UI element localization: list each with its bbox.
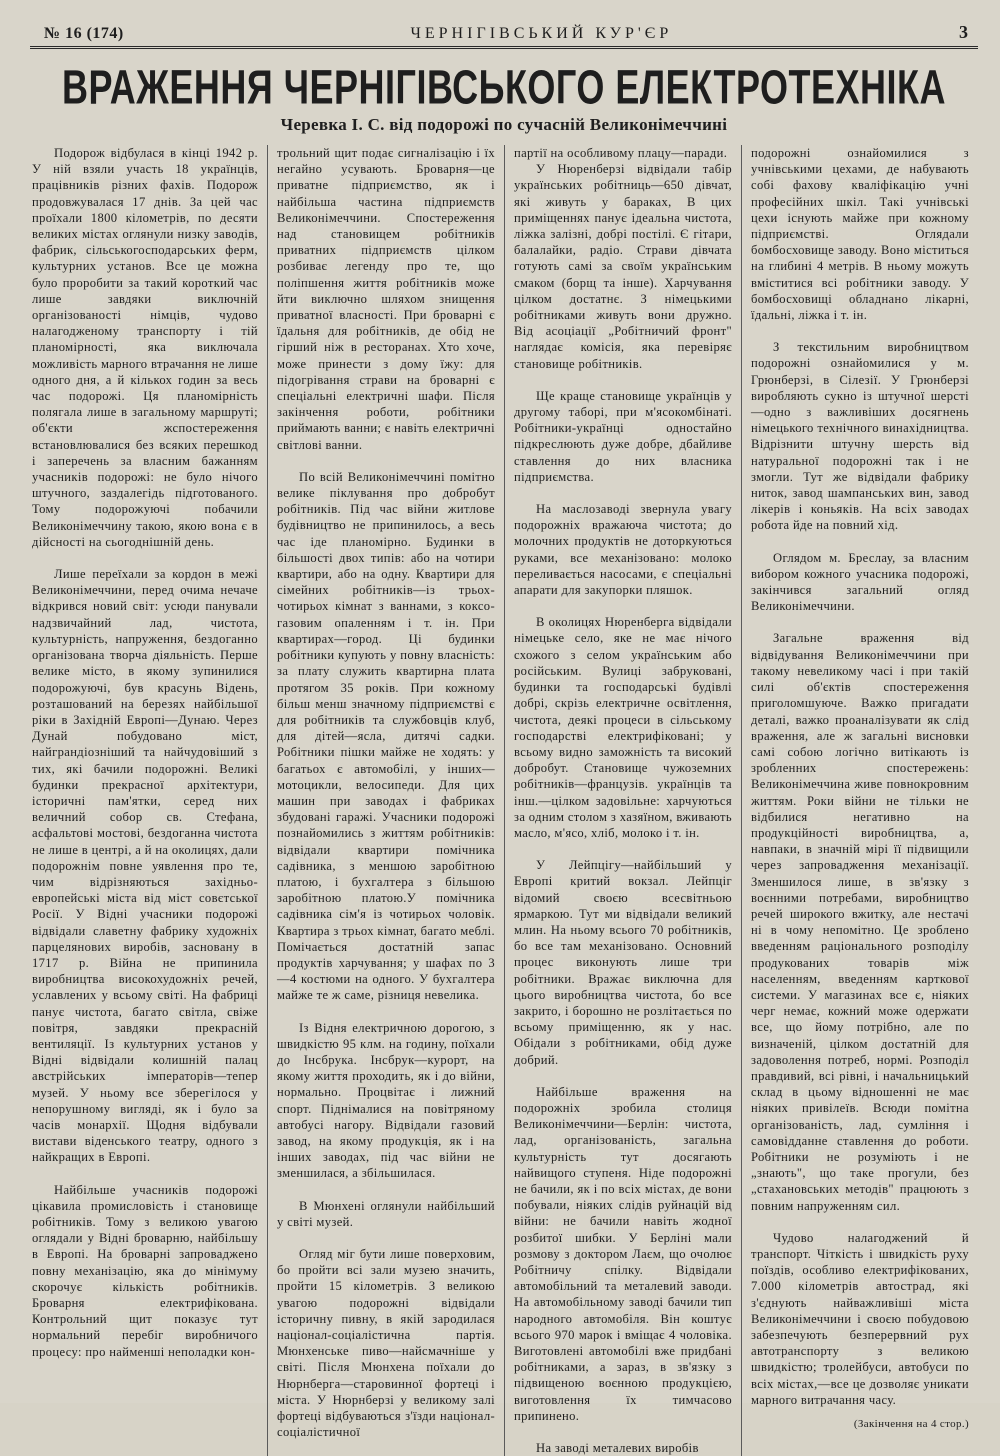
paragraph: У Лейпцігу—найбільший у Европі критий вокзал. Лейпціг відомий своєю всесвітньою ярмаркою. Тут ми відвідали великий млин. На ньому всього 70 робітників, бо все там механізовано. Основний процес виконують лише три робітники. Вражає виключна для цього виробництва чистота, бо все закрито, і борошно не розлітається по всьому приміщенню, як у нас. Обідали з робітниками, обід дуже добрий.	[514, 858, 732, 1067]
paragraph: В околицях Нюренберга відвідали німецьке село, яке не має нічого схожого з селом українським або російським. Вулиці забруковані, будинки та господарські будівлі добрі, скрізь електричне освітлення, чистота, деякі процеси в сільському господарстві електрифіковані; у всьому видно заможність та високий добробут. Становище чужоземних робітників—французів. українців та інш.—цілком задовільне: харчуються за одним столом з хазяїном, вживають масло, м'ясо, хліб, молоко і т. ін.	[514, 615, 732, 840]
paragraph: В Мюнхені оглянули найбільший у світі музей.	[277, 1198, 495, 1229]
paragraph: Лише переїхали за кордон в межі Великонімеччини, перед очима нечаче відкрився новий світ: усюди панували надзвичайний лад, чистота, культурність, напруження, бездоганно організована творча діяльність. Перше велике місто, в якому зупинилися подорожуючі, був красунь Відень, розташований на березях найбільшої ріки в Західній Европі—Дунаю. Через Дунай побудовано міст, найграндіозніший та найчудовіший з тих, які бачили подорожні. Великі будинки прекрасної архітектури, історичні пам'ятки, серед них величний собор св. Стефана, асфальтові мостові, бездоганна чистота не лише в центрі, а й на околицях, дали подорожнім повне уявлення про те, чим відрізняються західньо-европейські міста від міст совєтської Росії. У Відні учасники подорожі відвідали славетну фабрику художніх парцелянових виробів, засновану в 1717 р. Війна не припинила виробництва високохудожніх речей, уславлених у всьому світі. На фабриці панує чистота, багато світла, свіже повітря, завдяки прекрасній вентиляції. Із культурних установ у Відні відвідали колишній палац австрійських імператорів—тепер музей. У ньому все зберегілося у непорушному вигляді, як і було за часів монархії. Щодня відбували вистави віденського театру, одного з найкращих в Европі.	[32, 567, 258, 1165]
paragraph: партії на особливому плацу—паради.	[514, 146, 728, 160]
paragraph: Огляд міг бути лише поверховим, бо пройти всі зали музею значить, пройти 15 кілометрів. З великою увагою подорожні відвідали історичну пивну, в якій зародилася націонал-соціалістична партія. Мюнхенське пиво—найсмачніше у світі. Після Мюнхена поїхали до Нюрнберга—старовинної фортеці і міста. У Нюрнберзі у великому залі фортеці відбуваються з'їзди націонал-соціалістичної	[277, 1247, 495, 1440]
paragraph: Загальне враження від відвідування Великонімеччини при такому невеликому часі і при такій силі об'єктів спостереження приголомшуюче. Важко пригадати деталі, важко проаналізувати як слід враження, але ж загальні висновки самі собою логічно витікають із зробленних спостережень: Великонімеччина живе повнокровним життям. Роки війни не тільки не відбилися негативно на продукційності виробництва, а, навпаки, в значній мірі її підвищили через запровадження механізації. Зменшилося лише, в зв'язку з воєнними потребами, виробництво речей широкого вжитку, але нестачі ні в чому непомітно. Це зроблено введенням раціонального розподілу продукованих товарів між населенням, введенням карткової системи. У магазинах все є, ніяких черг немає, кожний може одержати все, що йому потрібно, але по визначеній, цілком достатній для задоволення потреб, нормі. Розподіл правдивий, всі рівні, і начальницький склад в цьому відношенні не має ніяких привілеїв. Всюди помітна організованість, лад, сумління і самовідданне ставлення до роботи. Робітники не розуміють і не „знають", що таке прогули, без „стахановських методів" працюють з повним напруженням сил.	[751, 631, 969, 1213]
article-column-3	[504, 145, 741, 1456]
paragraph: трольний щит подає сигналізацію і їх негайно усувають. Броварня—це приватне підприємство, як і найбільша частина підприємств Великонімеччини. Спостереження над становищем робітників приватних підприємств цілком розбиває легенду про те, що поліпшення життя робітників може йти виключно шляхом знищення приватної власності. При броварні є їдальня для робітників, де обід не гірший ніж в ресторанах. Хто хоче, може принести з дому їжу: для підогрівання страви на броварні є спеціальні електричні шафи. Після закінчення роботи, робітники приймають ванни; є навіть електричні світлові ванни.	[277, 146, 495, 452]
paragraph: Найбільше учасників подорожі цікавила промисловість і становище робітників. Тому з великою увагою оглядали у Відні броварню, найбільшу в Европі. На броварні запроваджено повну механізацію, яка до мінімуму скорочує кількість робітників. Броварня електрифікована. Контрольний щит показує тут нормальний перебіг виробничого процесу: про найменші неполадки кон-	[32, 1182, 258, 1359]
paragraph: На маслозаводі звернула увагу подорожніх вражаюча чистота; до молочних продуктів не доторкуються руками, все механізовано: молоко переливається насосами, є спеціальні апарати для закупорки пляшок.	[514, 502, 732, 598]
newspaper-name: ЧЕРНІГІВСЬКИЙ КУР'ЄР	[410, 25, 673, 42]
article-column-2	[267, 145, 504, 1456]
article-column-1	[30, 145, 267, 1456]
paragraph: По всій Великонімеччині помітно велике піклування про добробут робітників. Під час війни житлове будівництво не припинилось, а весь час іде планомірно. Будинки в більшості двох типів: або на чотири квартири, або на одну. Квартири для сімейних робітників—із трьох-чотирьох кімнат з ваннами, з коксо-газовим опаленням і т. ін. При квартирах—город. Ці будинки робітники купують у повну власність: за плату служить квартирна плата протягом 35 років. При кожному більш менш значному підприємстві є для робітників та службовців клуб, для дітей—ясла, дитячі садки. Робітники пішки майже не ходять: у багатьох є автомобілі, у інших—мотоцикли, велосипеди. Для цих машин при заводах і фабриках збудовані гаражі. Учасники подорожі познайомились з життям робітників: відвідали квартири помічника садівника, з меншою заробітною платою, і бухгалтера з більшою заробітною платою.У помічника садівника сім'я із чотирьох чоловік. Квартира з трьох кімнат, багато меблі. Помічається достатній запас продуктів харчування; у шафах по 3—4 костюми на одного. У бухгалтера майже те ж саме, різниця невелика.	[277, 469, 495, 1003]
paragraph: Оглядом м. Бреслау, за власним вибором кожного учасника подорожі, закінчився загальний огляд Великонімеччини.	[751, 550, 969, 614]
article-subhead: Черевка І. С. від подорожі по сучасній Великонімеччині	[280, 115, 728, 134]
page-number: 3	[959, 22, 968, 42]
continuation-note: (Закінчення на 4 стор.)	[853, 1418, 969, 1431]
article-headline: ВРАЖЕННЯ ЧЕРНІГІВСЬКОГО ЕЛЕКТРОТЕХНІКА	[61, 58, 947, 115]
paragraph: Найбільше враження на подорожніх зробила столиця Великонімеччини—Берлін: чистота, лад, організованість, загальна культурність тут досягають найвищого ступеня. Ніде подорожні не бачили, як і по всіх містах, де вони побували, ніяких слідів руйнацій від війни: не бачили навіть жодної розбитої шибки. У Берліні мали розмову з доктором Лаєм, що очолює Робітничу спілку. Відвідали автомобільний та металевий заводи. На автомобільному заводі бачили тип народного автомобіля. Він коштує всього 970 марок і вміщає 4 чоловіка. Виготовлені автомобілі вже придбані робітниками, а зараз, в зв'язку з підвищеною воєнною продукцією, виготовлення їх тимчасово припинено.	[514, 1084, 732, 1423]
paragraph: Ще краще становище українців у другому таборі, при м'ясокомбінаті. Робітники-українці одностайно підкреслюють дуже добре, дбайливе ставлення до них власника підприємства.	[514, 388, 732, 484]
paragraph: Із Відня електричною дорогою, з швидкістю 95 клм. на годину, поїхали до Інсбрука. Інсбрук—курорт, на якому життя проходить, як і до війни, нормально. Процвітає і лижний спорт. Піднімалися на повітряному автобусі нагору. Відвідали газовий завод, на якому продукція, як і на інших заводах, під час війни не зменшилася, а збільшилася.	[277, 1020, 495, 1181]
issue-number: № 16 (174)	[44, 25, 124, 42]
article-columns	[30, 145, 978, 1456]
paragraph: З текстильним виробництвом подорожні ознайомилися у м. Грюнберзі, в Сілезії. У Грюнберзі виробляють сукно із штучної шерсті—одно з важливіших досягнень німецького технічного винахідництва. Відрізнити штучну шерсть від натуральної подорожні так і не змогли. Тут же відвідали фабрику ниток, завод шампанських вин, завод лікерів і коньяків. На всіх заводах робота йде на повний хід.	[751, 340, 969, 533]
paragraph: У Нюренберзі відвідали табір українських робітниць—650 дівчат, які живуть у бараках, В цих приміщеннях панує ідеальна чистота, ліжка залізні, добрі постілі. Є гітари, балалайки, радіо. Страви дівчата готують самі за своїм українським смаком (борщ та інше). Харчування цілком достатнє. З німецькими робітниками живуть вони дружно. Від асоціації „Робітничий фронт" наглядає комісія, яка перевіряє становище робітників.	[514, 162, 732, 371]
article-column-4	[741, 145, 978, 1456]
paragraph: Чудово налагоджений й транспорт. Чіткість і швидкість руху поїздів, особливо електрифікованих, 7.000 кілометрів автострад, які з'єднують найважливіші міста Великонімеччини і своєю побудовою забезпечують безперервний рух автотранспорту з великою швидкістю; тролейбуси, автобуси по всіх містах,—все це дозволяє уникати марного витрачання часу.	[751, 1230, 969, 1407]
page-header	[30, 22, 978, 49]
paragraph: Подорож відбулася в кінці 1942 р. У ній взяли участь 18 українців, працівників різних фахів. Подорож продовжувалася 17 днів. За цей час проїхали 1800 кілометрів, по десяти великих містах оглянули низку заводів, фабрик, сільськогосподарських ферм, культурних установ. Все це можна було проробити за такий короткий час лише завдяки виключній організованості німців, чудово налагодженому транспорту і тій планомірності, яка виключала можливість марного втрачання не лише одного дня, а й кількох годин за весь час подорожі. Ця планомірність полягала лише в загальному маршруті; об'єкти жспостереження встановлювалися без всяких перешкод і заперечень за власним бажанням учасників подорожі: не було нічого штучного, заздалегідь підготованого. Тому подорожуючі побачили Великонімеччину такою, якою вона є в дійсності на сьогоднішній день.	[32, 146, 258, 549]
paragraph: подорожні ознайомилися з учнівськими цехами, де набувають собі фахову кваліфікацію учні професійних шкіл. Такі учнівські цехи існують майже при кожному підприємстві. Оглядали бомбосховище заводу. Воно міститься на глибині 4 метрів. В ньому можуть вміститися всі робітники заводу. У бомбосховищі обладнано лікарні, їдальні, ліжка і т. ін.	[751, 146, 969, 323]
paragraph: На заводі металевих виробів	[536, 1441, 699, 1456]
